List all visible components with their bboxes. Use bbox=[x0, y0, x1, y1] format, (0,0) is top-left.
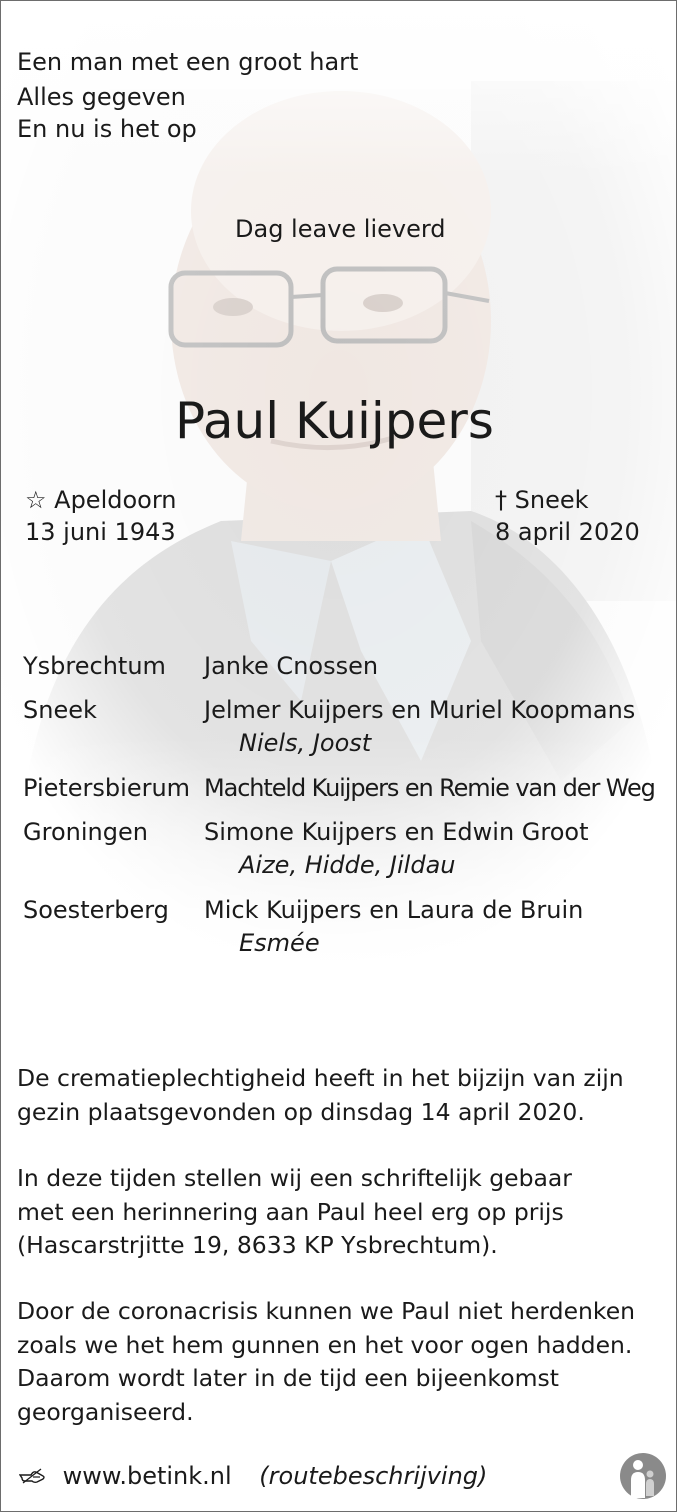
poem-line-2: Alles gegeven bbox=[17, 83, 186, 111]
birth-date: 13 juni 1943 bbox=[25, 518, 176, 546]
birth-place: Apeldoorn bbox=[54, 486, 177, 514]
deceased-name: Paul Kuijpers bbox=[175, 392, 494, 450]
family-names: Machteld Kuijpers en Remie van der Weg bbox=[204, 774, 655, 802]
family-place: Groningen bbox=[23, 818, 148, 846]
family-children: Esmée bbox=[239, 929, 320, 957]
death-date: 8 april 2020 bbox=[495, 518, 640, 546]
farewell-text: Dag leave lieverd bbox=[235, 215, 446, 243]
family-names: Simone Kuijpers en Edwin Groot bbox=[204, 818, 589, 846]
route-link[interactable]: (routebeschrijving) bbox=[259, 1462, 488, 1490]
family-place: Ysbrechtum bbox=[23, 652, 166, 680]
birth-star-icon: ☆ bbox=[25, 486, 47, 514]
pointing-hand-icon bbox=[19, 1467, 47, 1485]
death-place: Sneek bbox=[514, 486, 589, 514]
funeral-logo-icon bbox=[619, 1452, 667, 1500]
ceremony-paragraph: De crematieplechtigheid heeft in het bijzijn van zijn gezin plaatsgevonden op dinsdag 14 april 2020. bbox=[17, 1064, 624, 1126]
condolence-paragraph: In deze tijden stellen wij een schriftelijk gebaar met een herinnering aan Paul heel erg op prijs (Hascarstrjitte 19, 8633 KP Ysbrechtum). bbox=[17, 1164, 572, 1259]
family-children: Aize, Hidde, Jildau bbox=[239, 851, 456, 879]
family-place: Sneek bbox=[23, 696, 97, 724]
family-names: Jelmer Kuijpers en Muriel Koopmans bbox=[204, 696, 636, 724]
birth-line bbox=[25, 484, 177, 516]
corona-paragraph: Door de coronacrisis kunnen we Paul niet herdenken zoals we het hem gunnen en het voor ogen hadden. Daarom wordt later in de tijd een bijeenkomst georganiseerd. bbox=[17, 1297, 636, 1426]
poem-line-3: En nu is het op bbox=[17, 115, 197, 143]
death-cross-icon: † bbox=[495, 486, 507, 514]
family-names: Janke Cnossen bbox=[204, 652, 379, 680]
family-children: Niels, Joost bbox=[239, 729, 372, 757]
website-link[interactable]: www.betink.nl bbox=[62, 1462, 232, 1490]
death-line bbox=[495, 484, 589, 516]
footer-link-line bbox=[19, 1460, 487, 1492]
family-place: Soesterberg bbox=[23, 896, 169, 924]
family-place: Pietersbierum bbox=[23, 774, 191, 802]
family-names: Mick Kuijpers en Laura de Bruin bbox=[204, 896, 584, 924]
poem-line-1: Een man met een groot hart bbox=[17, 48, 359, 76]
